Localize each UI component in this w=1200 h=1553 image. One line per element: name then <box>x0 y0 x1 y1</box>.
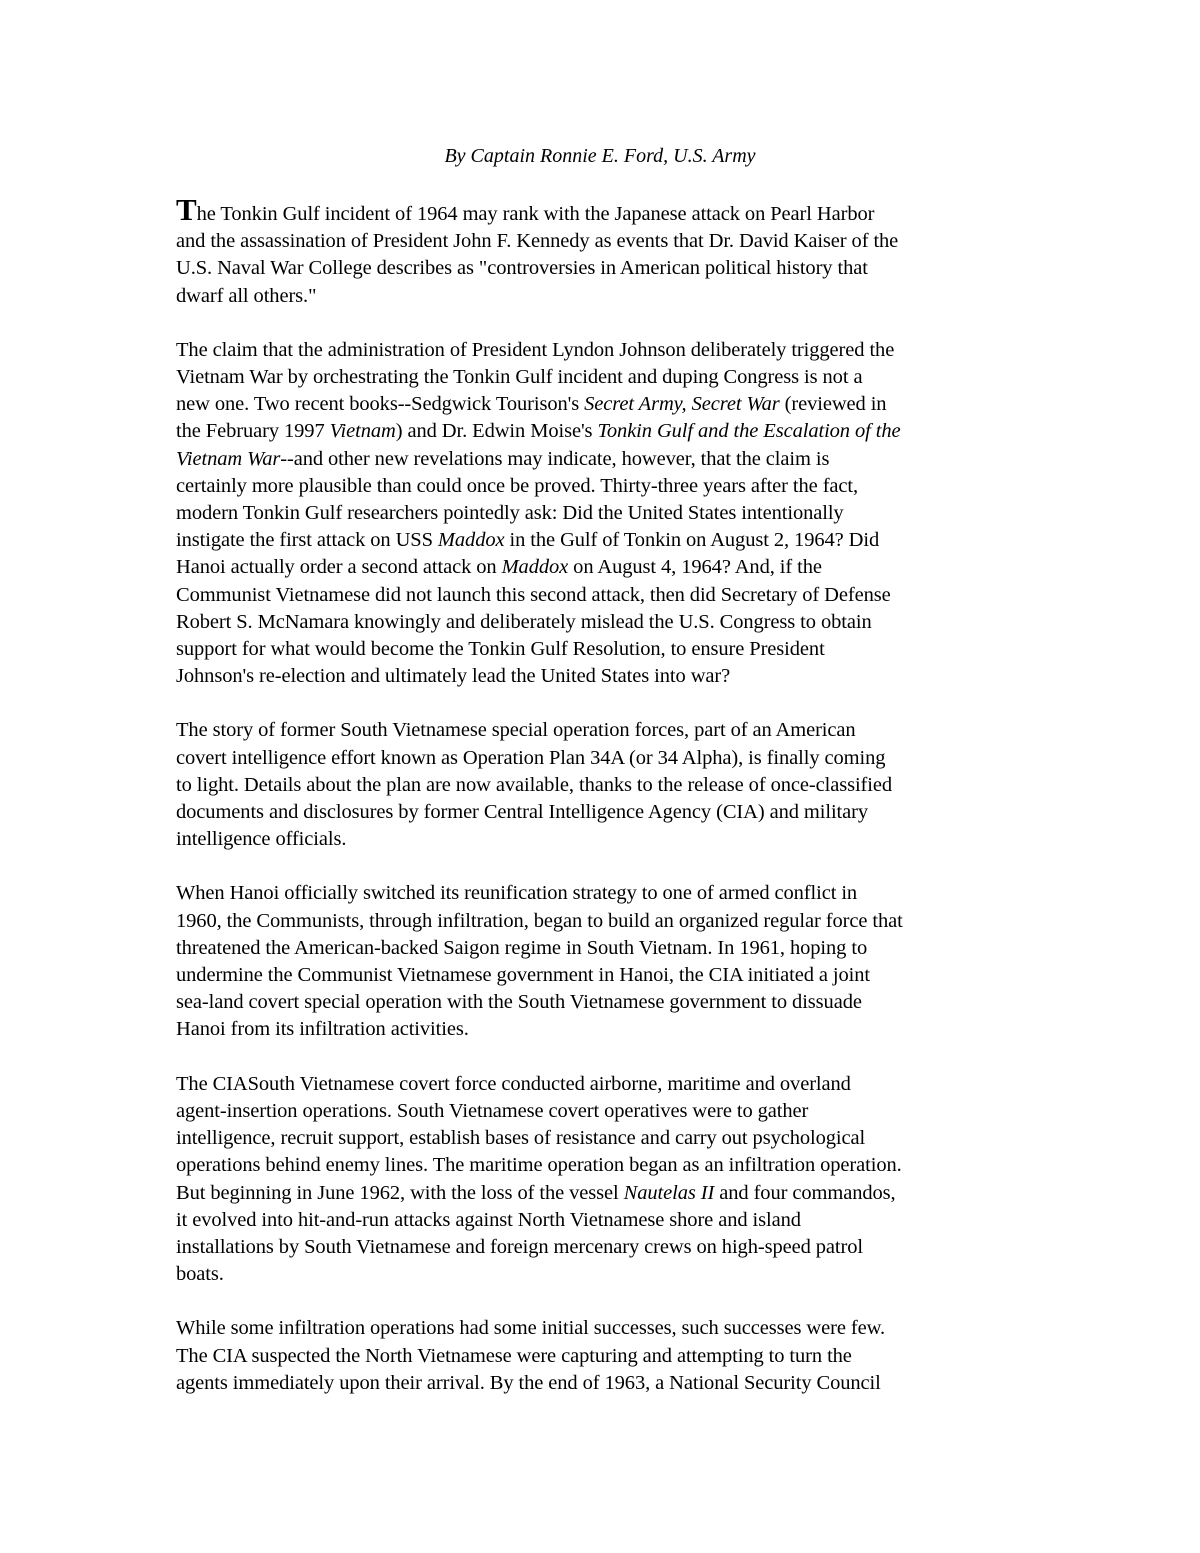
italic-title: Vietnam War <box>176 447 281 470</box>
text-line <box>176 554 1056 581</box>
italic-title: Vietnam <box>329 420 396 443</box>
text-line <box>176 337 1056 364</box>
text-line <box>176 935 1056 962</box>
italic-title: Tonkin Gulf and the Escalation of the <box>597 420 901 443</box>
text-run: U.S. Naval War College describes as "controversies in American political history that <box>176 257 868 280</box>
text-line <box>176 1152 1056 1179</box>
text-run: it evolved into hit-and-run attacks against North Vietnamese shore and island <box>176 1208 801 1231</box>
text-line <box>176 989 1056 1016</box>
text-run: While some infiltration operations had some initial successes, such successes were few. <box>176 1317 885 1340</box>
text-run: operations behind enemy lines. The maritime operation began as an infiltration operation. <box>176 1154 902 1177</box>
text-run: covert intelligence effort known as Operation Plan 34A (or 34 Alpha), is finally coming <box>176 746 886 769</box>
paragraph <box>176 1315 1056 1397</box>
text-run: 1960, the Communists, through infiltration, began to build an organized regular force that <box>176 909 903 932</box>
text-run: installations by South Vietnamese and foreign mercenary crews on high-speed patrol <box>176 1235 863 1258</box>
text-run: sea-land covert special operation with the South Vietnamese government to dissuade <box>176 991 862 1014</box>
text-run: certainly more plausible than could once be proved. Thirty-three years after the fact, <box>176 474 859 497</box>
text-run: undermine the Communist Vietnamese government in Hanoi, the CIA initiated a joint <box>176 964 870 987</box>
paragraph <box>176 1071 1056 1289</box>
text-line <box>176 908 1056 935</box>
text-run: Communist Vietnamese did not launch this second attack, then did Secretary of Defense <box>176 583 891 606</box>
text-line <box>176 582 1056 609</box>
text-run: agent-insertion operations. South Vietnamese covert operatives were to gather <box>176 1099 809 1122</box>
text-run: boats. <box>176 1263 224 1286</box>
text-line <box>176 663 1056 690</box>
text-line <box>176 772 1056 799</box>
text-line <box>176 1071 1056 1098</box>
text-line <box>176 418 1056 445</box>
text-run: in the Gulf of Tonkin on August 2, 1964? Did <box>504 529 880 552</box>
text-run: agents immediately upon their arrival. By the end of 1963, a National Security Council <box>176 1371 881 1394</box>
text-run: --and other new revelations may indicate, however, that the claim is <box>280 447 830 470</box>
text-run: support for what would become the Tonkin Gulf Resolution, to ensure President <box>176 638 825 661</box>
byline: By Captain Ronnie E. Ford, U.S. Army <box>444 145 756 167</box>
text-run: the February 1997 <box>176 420 330 443</box>
text-line <box>176 1180 1056 1207</box>
text-run: and the assassination of President John F. Kennedy as events that Dr. David Kaiser of the <box>176 230 899 253</box>
text-line <box>176 1207 1056 1234</box>
italic-title: Nautelas II <box>623 1181 715 1204</box>
text-run: Vietnam War by orchestrating the Tonkin Gulf incident and duping Congress is not a <box>176 366 863 389</box>
text-run: Robert S. McNamara knowingly and deliberately mislead the U.S. Congress to obtain <box>176 610 872 633</box>
text-line <box>176 609 1056 636</box>
text-line <box>176 192 1056 228</box>
text-run: The CIA suspected the North Vietnamese were capturing and attempting to turn the <box>176 1344 852 1367</box>
drop-cap: T <box>176 192 197 227</box>
paragraph <box>176 192 1056 310</box>
text-line <box>176 1234 1056 1261</box>
text-run: Hanoi from its infiltration activities. <box>176 1018 469 1041</box>
text-line <box>176 228 1056 255</box>
text-line <box>176 1261 1056 1288</box>
text-run: documents and disclosures by former Central Intelligence Agency (CIA) and military <box>176 801 869 824</box>
text-run: to light. Details about the plan are now available, thanks to the release of once-classified <box>176 773 893 796</box>
italic-title: Maddox <box>437 529 505 552</box>
text-run: modern Tonkin Gulf researchers pointedly ask: Did the United States intentionally <box>176 502 844 525</box>
paragraph <box>176 717 1056 853</box>
text-line <box>176 745 1056 772</box>
text-run: new one. Two recent books--Sedgwick Tourison's <box>176 393 585 416</box>
italic-title: Secret Army, Secret War <box>584 393 780 416</box>
text-line <box>176 880 1056 907</box>
text-run: (reviewed in <box>779 393 887 416</box>
text-run: The CIASouth Vietnamese covert force conducted airborne, maritime and overland <box>176 1072 851 1095</box>
text-run: and four commandos, <box>714 1181 896 1204</box>
text-run: intelligence, recruit support, establish bases of resistance and carry out psychological <box>176 1127 866 1150</box>
text-run: dwarf all others." <box>176 284 317 307</box>
text-line <box>176 826 1056 853</box>
text-line <box>176 255 1056 282</box>
text-run: intelligence officials. <box>176 828 347 851</box>
text-run: threatened the American-backed Saigon regime in South Vietnam. In 1961, hoping to <box>176 936 868 959</box>
text-run: instigate the first attack on USS <box>176 529 438 552</box>
text-line <box>176 962 1056 989</box>
paragraph <box>176 337 1056 691</box>
text-line <box>176 473 1056 500</box>
text-line <box>176 283 1056 310</box>
paragraph <box>176 880 1056 1043</box>
text-run: The claim that the administration of President Lyndon Johnson deliberately triggered the <box>176 338 895 361</box>
text-line <box>176 1370 1056 1397</box>
text-line <box>176 1125 1056 1152</box>
text-run: When Hanoi officially switched its reunification strategy to one of armed conflict in <box>176 882 858 905</box>
text-run: on August 4, 1964? And, if the <box>568 556 822 579</box>
text-line <box>176 799 1056 826</box>
article-body <box>176 192 1056 1424</box>
text-line <box>176 364 1056 391</box>
text-run: But beginning in June 1962, with the loss of the vessel <box>176 1181 624 1204</box>
text-line <box>176 1016 1056 1043</box>
text-run: Hanoi actually order a second attack on <box>176 556 502 579</box>
text-run: he Tonkin Gulf incident of 1964 may rank with the Japanese attack on Pearl Harbor <box>196 203 875 225</box>
text-run: Johnson's re-election and ultimately lead the United States into war? <box>176 665 731 688</box>
text-line <box>176 391 1056 418</box>
text-line <box>176 636 1056 663</box>
text-line <box>176 527 1056 554</box>
italic-title: Maddox <box>501 556 569 579</box>
text-line <box>176 1098 1056 1125</box>
text-run: ) and Dr. Edwin Moise's <box>395 420 598 443</box>
text-line <box>176 446 1056 473</box>
text-line <box>176 1343 1056 1370</box>
text-line <box>176 1315 1056 1342</box>
text-line <box>176 500 1056 527</box>
text-run: The story of former South Vietnamese special operation forces, part of an American <box>176 719 856 742</box>
text-line <box>176 717 1056 744</box>
